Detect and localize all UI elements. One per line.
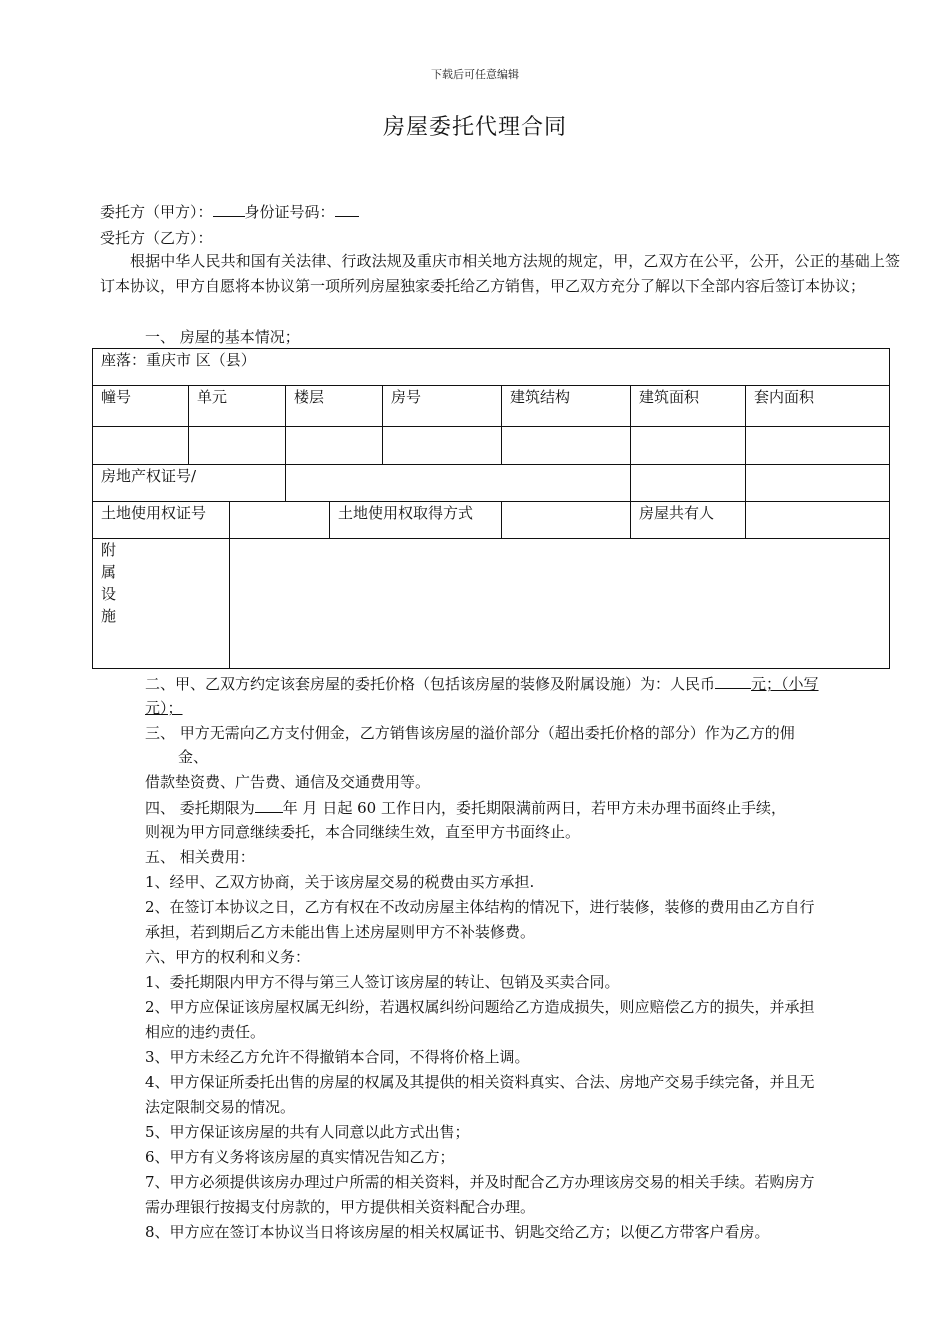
section6-item: 3、甲方未经乙方允许不得撤销本合同，不得将价格上调。 [145,1048,530,1066]
section6-item: 7、甲方必须提供该房办理过户所需的相关资料，并及时配合乙方办理该房交易的相关手续。若购房方 [145,1173,815,1191]
section5-item: 2、在签订本协议之日，乙方有权在不改动房屋主体结构的情况下，进行装修，装修的费用由乙方自行 [145,898,815,916]
party-b-label: 受托方（乙方）： [100,229,213,247]
section3-line3: 借款垫资费、广告费、通信及交通费用等。 [145,773,431,791]
property-cert-value[interactable] [286,464,631,501]
header-unit: 单元 [189,386,286,427]
section4-line1 [145,796,900,820]
property-info-table [92,348,890,669]
value-unit[interactable] [189,427,286,464]
section4-line2: 则视为甲方同意继续委托，本合同继续生效，直至甲方书面终止。 [145,823,581,841]
id-number-blank[interactable] [335,202,359,217]
section2-line2 [145,696,900,720]
value-building-no[interactable] [93,427,189,464]
co-owner-label: 房屋共有人 [631,501,746,538]
section6-item: 相应的违约责任。 [145,1023,266,1041]
facilities-char: 属 [101,563,117,582]
document-title: 房屋委托代理合同 [382,115,567,140]
header-inner-area: 套内面积 [746,386,890,427]
facilities-char: 附 [101,541,117,560]
facilities-char: 施 [101,607,117,626]
property-cert-label: 房地产权证号/ [93,464,286,501]
section5-item: 承担，若到期后乙方未能出售上述房屋则甲方不补装修费。 [145,923,536,941]
preamble-paragraph: 根据中华人民共和国有关法律、行政法规及重庆市相关地方法规的规定，甲，乙双方在公平，公开，公正的基础上签订本协议，甲方自愿将本协议第一项所列房屋独家委托给乙方销售，甲乙双方充分了解以下全部内容后签订本协议； [100,252,900,295]
value-inner-area[interactable] [746,427,890,464]
header-note: 下载后可任意编辑 [431,68,519,81]
section6-item: 5、甲方保证该房屋的共有人同意以此方式出售； [145,1123,470,1141]
section6-item: 6、甲方有义务将该房屋的真实情况告知乙方； [145,1148,455,1166]
facilities-label [93,539,230,669]
header-building-no: 幢号 [93,386,189,427]
facilities-value[interactable] [230,539,890,669]
value-room-no[interactable] [383,427,502,464]
header-structure: 建筑结构 [502,386,631,427]
section6-heading: 六、甲方的权利和义务： [145,948,311,966]
section6-item: 法定限制交易的情况。 [145,1098,296,1116]
header-room-no: 房号 [383,386,502,427]
party-a-label: 委托方（甲方）： [100,203,213,221]
section3-line2: 金、 [178,748,209,766]
section6-item: 8、甲方应在签订本协议当日将该房屋的相关权属证书、钥匙交给乙方；以便乙方带客户看房。 [145,1223,770,1241]
property-cert-extra-1[interactable] [631,464,746,501]
section6-item: 4、甲方保证所委托出售的房屋的权属及其提供的相关资料真实、合法、房地产交易手续完备，并且无 [145,1073,815,1091]
header-floor: 楼层 [286,386,383,427]
section2-line1 [145,672,900,696]
party-a-line [100,202,359,222]
facilities-char: 设 [101,585,117,604]
section3-line1: 三、 甲方无需向乙方支付佣金，乙方销售该房屋的溢价部分（超出委托价格的部分）作为乙方的佣 [145,724,795,742]
land-cert-label: 土地使用权证号 [93,501,230,538]
land-method-label: 土地使用权取得方式 [330,501,502,538]
section6-item: 1、委托期限内甲方不得与第三人签订该房屋的转让、包销及买卖合同。 [145,973,620,991]
price-blank[interactable] [715,674,751,689]
land-cert-value[interactable] [230,501,330,538]
section2-unit: 元；（小写 [751,675,819,693]
section1-heading: 一、 房屋的基本情况； [145,328,300,346]
section4-rest: 年 月 日起 60 工作日内，委托期限满前两日，若甲方未办理书面终止手续， [282,799,786,817]
section6-item: 需办理银行按揭支付房款的，甲方提供相关资料配合办理。 [145,1198,536,1216]
value-floor[interactable] [286,427,383,464]
party-a-blank[interactable] [213,202,245,217]
term-blank[interactable] [255,798,283,813]
value-building-area[interactable] [631,427,746,464]
location-cell: 座落：重庆市 区（县） [93,349,890,386]
section2-text: 二、甲、乙双方约定该套房屋的委托价格（包括该房屋的装修及附属设施）为：人民币 [145,675,716,693]
property-cert-extra-2[interactable] [746,464,890,501]
party-b-line [100,228,213,248]
section5-heading: 五、 相关费用： [145,848,255,866]
header-building-area: 建筑面积 [631,386,746,427]
section2-lowercase: 元）； [145,699,183,717]
section6-item: 2、甲方应保证该房屋权属无纠纷，若遇权属纠纷问题给乙方造成损失，则应赔偿乙方的损失，并承担 [145,998,815,1016]
co-owner-value[interactable] [746,501,890,538]
value-structure[interactable] [502,427,631,464]
section4-prefix: 四、 委托期限为 [145,799,255,817]
id-number-label: 身份证号码： [244,203,335,221]
land-method-value[interactable] [502,501,631,538]
section5-item: 1、经甲、乙双方协商，关于该房屋交易的税费由买方承担. [145,873,535,891]
